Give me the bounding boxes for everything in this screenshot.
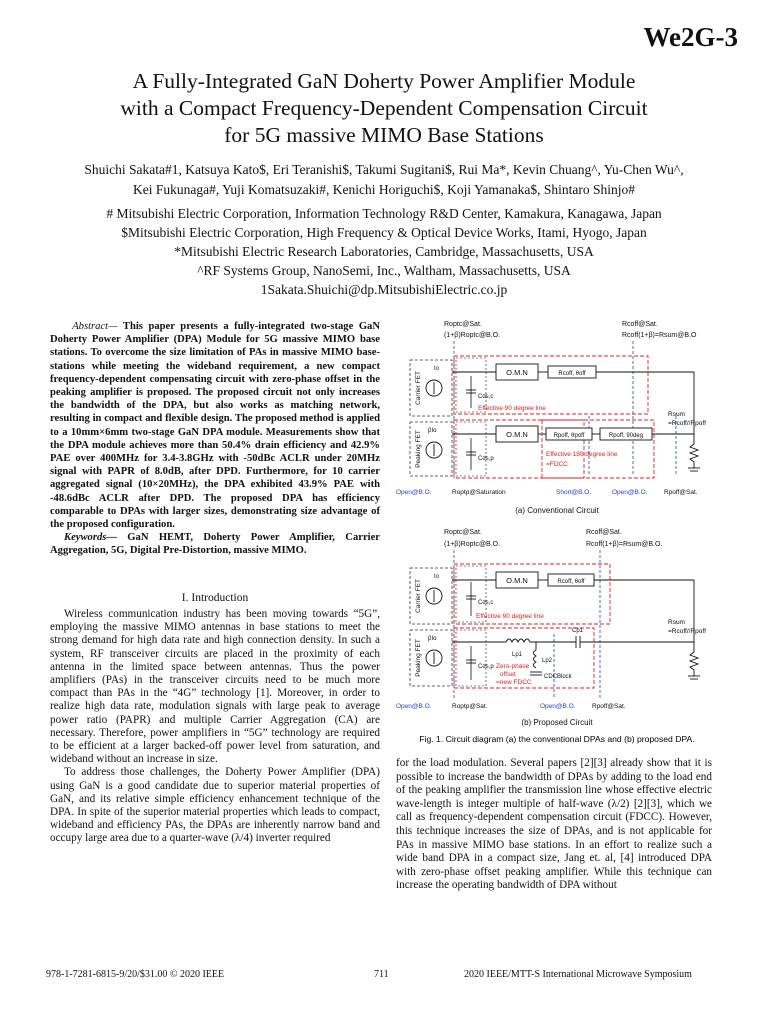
sub-caption-a: (a) Conventional Circuit <box>515 506 599 515</box>
sub-caption-b: (b) Proposed Circuit <box>521 718 593 727</box>
label-rcoff-sat-a: Rcoff@Sat. <box>622 321 658 328</box>
label-cdsc-a: Cds,c <box>478 394 494 400</box>
circuit-figure <box>396 316 718 746</box>
label-cp1: Cp1 <box>572 628 584 634</box>
label-lp2: Lp2 <box>542 658 553 664</box>
paper-id: We2G-3 <box>643 22 738 52</box>
inductor-icon <box>506 639 530 642</box>
affiliation: ^RF Systems Group, NanoSemi, Inc., Waltham, Massachusetts, USA <box>197 263 571 278</box>
label-cdsp-b: Cds,p <box>478 664 494 670</box>
inductor-icon <box>534 650 537 668</box>
omn-label-a2: O.M.N <box>506 430 528 439</box>
paragraph: To address those challenges, the Doherty Power Amplifier (DPA) using GaN is a good candidate due to superior material properties of GaN, and its relative simple efficiency enhancement technique of the DPA. In spite of the superior material properties which leads to compact, wideband and efficiency PAs, the DPAs are inherently narrow band and occupy large area due to a quarter-wave (λ/4) inverter required <box>50 766 380 845</box>
offset-label: offset <box>500 671 516 678</box>
label-ropt-bo-a: (1+β)Roptc@B.O. <box>444 332 501 339</box>
carrier-fet-label-b: Carrier FET <box>415 579 422 613</box>
peaking-fet-label-b: Peaking FET <box>415 639 422 677</box>
carrier-fet-label: Carrier FET <box>415 371 422 405</box>
section-heading: I. Introduction <box>181 592 249 604</box>
tline-label-b: Rcoff, θoff <box>557 579 585 585</box>
fdcc-label-a: =FDCC <box>546 461 568 468</box>
label-rsum2-b: =Rcoff//Rpoff <box>668 628 706 635</box>
tline-label: Rcoff, θoff <box>558 371 586 377</box>
zero-label: Zero-phase <box>496 663 530 670</box>
label-rsum-b: Rsum <box>668 619 685 626</box>
affiliation: *Mitsubishi Electric Research Laboratories, Cambridge, Massachusetts, USA <box>174 244 594 259</box>
label-rcoff-sat-b: Rcoff@Sat. <box>586 529 622 536</box>
resistor-icon <box>690 642 698 676</box>
label-ropt-sat-b: Roptc@Sat. <box>444 529 482 536</box>
abstract-text: This paper presents a fully-integrated two-stage GaN Doherty Power Amplifier (DPA) Module for 5G massive MIMO base stations. To overcome the size limitation of PAs in massive MIMO base-stations while meeting the wideband requirement, a new compact frequency-dependent compensating circuit with zero-phase offset in the peaking amplifier is proposed. The proposed circuit not only increases the bandwidth of the DPA, but also works as matching network, resulting in compact and flexible design. The proposed method is applied to a 10mm×6mm two-stage GaN DPA module. Measurements show that the DPA module achieves more than 50.4% drain efficiency and 42.9% PAE over 400MHz for 3.4-3.8GHz with -50dBc ACLR under 20MHz signal with PAPR of 8.0dB, after DPD. Furthermore, for 10 carrier aggregated signal (10×20MHz), the DPA exhibited 43.9% PAE with -48.6dBc ACLR after DPD. The proposed DPA has efficiency comparable to DPAs with larger sizes, demonstrating size advantage of the proposed configuration. <box>50 321 381 531</box>
author-line: Kei Fukunaga#, Yuji Komatsuzaki#, Kenichi Horiguchi$, Koji Yamanaka$, Shintaro Shinjo# <box>133 182 635 197</box>
title-line: A Fully-Integrated GaN Doherty Power Amplifier Module <box>132 69 636 93</box>
resistor-icon <box>690 434 698 468</box>
keywords-text: GaN HEMT, Doherty Power Amplifier, Carrier Aggregation, 5G, Digital Pre-Distortion, massive MIMO. <box>50 532 380 557</box>
label-io-b: Io <box>434 574 440 580</box>
label-cdsc-b: Cds,c <box>478 600 494 606</box>
label-io-a: Io <box>434 366 440 372</box>
eff90-label-b: Effective 90 degree line <box>476 613 544 620</box>
label-short-a: Short@B.O. <box>556 489 592 496</box>
tline-label: Rpoff, 90deg <box>608 433 644 439</box>
label-ropt-bo-b: (1+β)Roptc@B.O. <box>444 541 501 548</box>
paragraph: Wireless communication industry has been moving towards “5G”, employing the massive MIMO antennas in base stations to meet the strong demand for high data rate and high connection density. In such a system, RF transceiver circuits are placed in the proximity of each antenna in the limited space between antennas. Thus the power amplifiers (PAs) in the transceiver circuits need to be much more compact than PAs in the “4G” technology [1]. Moreover, in order to realize high data rate, modulation signals with large peak to average power ratio (PAPR) and multiple Carrier Aggregation (CA) are necessary. Therefore, power amplifiers in “5G” technology are required to be efficient at a larger backed-off power level from saturation, and wideband without an increase in size. <box>50 608 380 766</box>
title-line: for 5G massive MIMO Base Stations <box>224 123 544 147</box>
intro-body <box>50 608 380 846</box>
label-open2-b: Open@B.O. <box>540 703 576 710</box>
title-line: with a Compact Frequency-Dependent Compensation Circuit <box>120 96 648 120</box>
right-column-text: for the load modulation. Several papers [2][3] already show that it is possible to increase the bandwidth of DPAs by adding to the load end of the peaking amplifier the transmission line whose effective electric wave-length is integer multiple of half-wave (λ/2) [2][3], which we call as frequency-dependent compensation circuit (FDCC). However, this technique increases the size of DPAs, and is not applicable for PAs in massive MIMO base stations. In an effort to realize such a wide band DPA in a compact size, Jang et. al, [4] introduced DPA with zero-phase offset peaking amplifier. While this technique can increase the operating bandwidth of DPA without <box>396 757 712 892</box>
keywords-lead: Keywords— <box>64 532 117 544</box>
eff180-label-a: Effective 180 degree line <box>546 451 618 458</box>
label-rcoff-bo-b: Rcoff(1+β)=Rsum@B.O. <box>586 541 663 548</box>
affiliation: $Mitsubishi Electric Corporation, High Frequency & Optical Device Works, Itami, Hyogo, Japan <box>121 225 647 240</box>
email: 1Sakata.Shuichi@dp.MitsubishiElectric.co.jp <box>260 282 508 297</box>
omn-label-a1: O.M.N <box>506 368 528 377</box>
author-line: Shuichi Sakata#1, Katsuya Kato$, Eri Teranishi$, Takumi Sugitani$, Rui Ma*, Kevin Chuang^, Yu-Chen Wu^, <box>84 162 684 177</box>
paper-title <box>0 68 768 149</box>
footer-conference: 2020 IEEE/MTT-S International Microwave Symposium <box>464 969 692 980</box>
label-cdcblock: CDCBlock <box>544 674 572 680</box>
label-ropt-sat2-b: Roptp@Sat. <box>452 703 488 710</box>
abstract-lead: Abstract— <box>72 321 118 332</box>
authors <box>20 160 748 200</box>
affiliation: # Mitsubishi Electric Corporation, Information Technology R&D Center, Kamakura, Kanagawa, Japan <box>106 206 662 221</box>
footer-isbn: 978-1-7281-6815-9/20/$31.00 © 2020 IEEE <box>46 969 225 980</box>
page-number: 711 <box>374 969 389 980</box>
label-rcoff-bo-a: Rcoff(1+β)=Rsum@B.O <box>622 332 697 339</box>
label-ropt-saturation-a: Roptp@Saturation <box>452 489 506 496</box>
label-open-b: Open@B.O. <box>396 703 432 710</box>
newfdcc-label: =new FDCC <box>496 679 532 686</box>
label-rpoff-sat-b: Rpoff@Sat. <box>592 703 626 710</box>
abstract <box>50 320 380 558</box>
label-rsum2-a: =Rcoff//Rpoff <box>668 420 706 427</box>
label-open-a: Open@B.O. <box>396 489 432 496</box>
label-ropt-sat-a: Roptc@Sat. <box>444 321 482 328</box>
omn-label-b: O.M.N <box>506 576 528 585</box>
label-lp1: Lp1 <box>512 652 523 658</box>
label-rpoff-sat-a: Rpoff@Sat. <box>664 489 698 496</box>
label-rsum-a: Rsum <box>668 411 685 418</box>
tline-label: Rpoff, θpoff <box>553 433 585 439</box>
label-open2-a: Open@B.O. <box>612 489 648 496</box>
label-cdsp-a: Cds,p <box>478 456 494 462</box>
figure-caption: Fig. 1. Circuit diagram (a) the conventional DPAs and (b) proposed DPA. <box>419 734 695 744</box>
label-bio-a: βIo <box>428 428 437 434</box>
peaking-fet-label: Peaking FET <box>415 430 422 468</box>
eff90-label-a: Effective 90 degree line <box>478 405 546 412</box>
label-bio-b: βIo <box>428 636 437 642</box>
